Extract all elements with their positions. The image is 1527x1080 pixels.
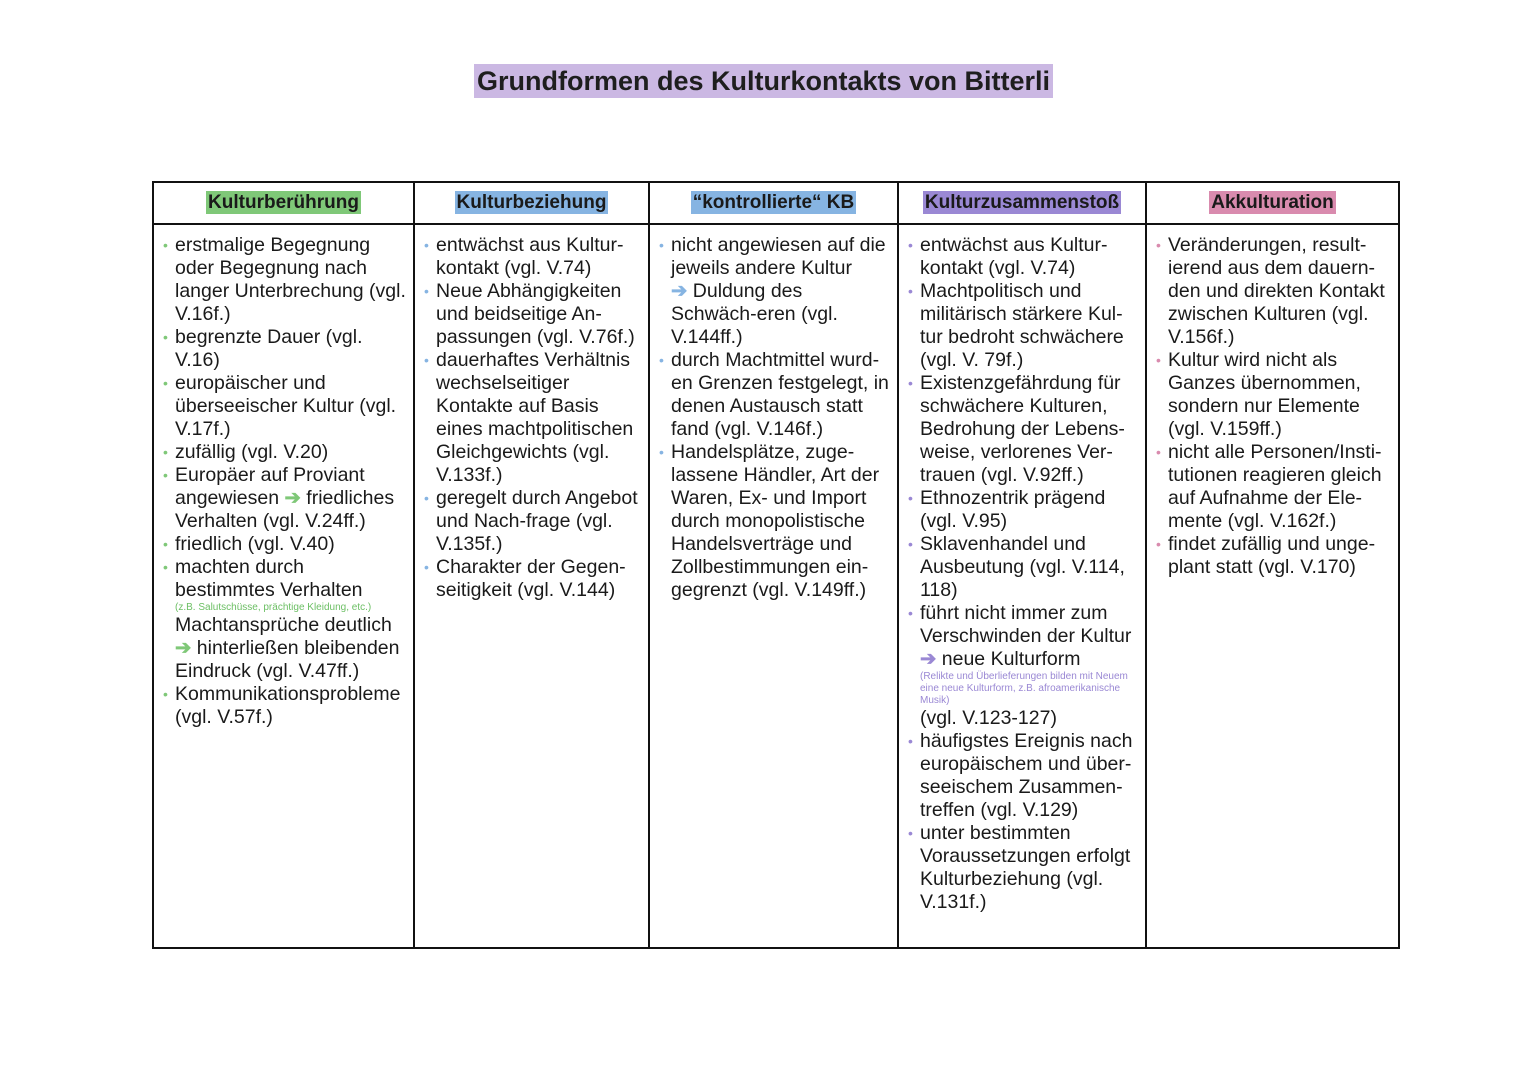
bullet-icon: • [1156,444,1161,460]
header-kulturberuehrung: Kulturberührung [208,192,359,213]
list-item: • durch Machtmittel wurd-en Grenzen festgelegt, in denen Austausch statt fand (vgl. V.146f.) [659,349,889,440]
list-item: • Ethnozentrik prägend (vgl. V.95) [908,487,1106,532]
list-item: • entwächst aus Kultur-kontakt (vgl. V.74) [908,234,1108,279]
list-kulturzusammenstoss [907,234,1139,914]
header-akkulturation: Akkulturation [1211,192,1334,213]
bullet-icon: • [163,444,168,460]
list-item: • friedlich (vgl. V.40) [163,533,335,555]
list-item: • Neue Abhängigkeiten und beidseitige An-passungen (vgl. V.76f.) [424,280,635,348]
list-item: • Kultur wird nicht als Ganzes übernommen, sondern nur Elemente (vgl. V.159ff.) [1156,349,1361,440]
list-item: • Existenzgefährdung für schwächere Kulturen, Bedrohung der Lebens-weise, verlorenes Ver-trauen (vgl. V.92ff.) [908,372,1125,486]
header-cell-kontrollierte-kb [649,182,898,224]
bullet-icon: • [908,536,913,552]
bullet-icon: • [908,283,913,299]
arrow-right-icon: ➔ [175,637,192,659]
list-item: • Sklavenhandel und Ausbeutung (vgl. V.114, 118) [908,533,1125,601]
list-item: • nicht alle Personen/Insti-tutionen reagieren gleich auf Aufnahme der Ele-mente (vgl. V.162f.) [1156,441,1382,532]
bullet-icon: • [1156,237,1161,253]
bullet-icon: • [908,490,913,506]
bullet-icon: • [659,237,664,253]
arrow-right-icon: ➔ [671,280,688,302]
list-item: • Handelsplätze, zuge-lassene Händler, Art der Waren, Ex- und Import durch monopolistische Handelsverträge und Zollbestimmungen ein-gegrenzt (vgl. V.149ff.) [659,441,880,601]
list-item: • Machtpolitisch und militärisch stärkere Kul-tur bedroht schwächere (vgl. V. 79f.) [908,280,1124,371]
list-item: • führt nicht immer zum Verschwinden der Kultur ➔ neue Kulturform (Relikte und Überlieferungen bilden mit Neuem eine neue Kulturform, z.B. afroamerikanische Musik) (vgl. V.123-127) [907,602,1139,730]
bullet-icon: • [424,559,429,575]
bullet-icon: • [1156,352,1161,368]
title-wrap [0,64,1527,98]
list-item: • erstmalige Begegnung oder Begegnung nach langer Unterbrechung (vgl. V.16f.) [163,234,406,325]
list-item: • europäischer und überseeischer Kultur (vgl. V.17f.) [163,372,397,440]
bullet-icon: • [908,825,913,841]
cell-akkulturation [1146,224,1399,948]
bullet-icon: • [424,352,429,368]
list-item: • dauerhaftes Verhältnis wechselseitiger Kontakte auf Basis eines machtpolitischen Gleichgewichts (vgl. V.133f.) [424,349,634,486]
note-text: (z.B. Salutschüsse, prächtige Kleidung, etc.) [175,602,372,613]
list-item: • geregelt durch Angebot und Nach-frage (vgl. V.135f.) [424,487,638,555]
bullet-icon: • [163,329,168,345]
bullet-icon: • [163,536,168,552]
bullet-icon: • [163,237,168,253]
list-item: • Charakter der Gegen-seitigkeit (vgl. V.144) [424,556,626,601]
bullet-icon: • [1156,536,1161,552]
bullet-icon: • [908,733,913,749]
list-kontrollierte-kb [658,234,891,602]
cell-kulturbeziehung [414,224,649,948]
note-text: (Relikte und Überlieferungen bilden mit Neuem eine neue Kulturform, z.B. afroamerikanische Musik) [920,671,1128,706]
page-title: Grundformen des Kulturkontakts von Bitterli [474,64,1053,98]
header-cell-kulturberuehrung [153,182,414,224]
list-item: • Europäer auf Proviant angewiesen ➔ friedliches Verhalten (vgl. V.24ff.) [163,464,395,532]
list-item: • entwächst aus Kultur-kontakt (vgl. V.74) [424,234,624,279]
cell-kontrollierte-kb [649,224,898,948]
list-item: • unter bestimmten Voraussetzungen erfolgt Kulturbeziehung (vgl. V.131f.) [908,822,1131,913]
bullet-icon: • [908,375,913,391]
arrow-right-icon: ➔ [920,648,937,670]
cell-kulturzusammenstoss [898,224,1146,948]
bullet-icon: • [659,444,664,460]
content-row [153,224,1399,948]
comparison-table [152,181,1400,949]
bullet-icon: • [908,237,913,253]
list-item: • zufällig (vgl. V.20) [163,441,329,463]
header-cell-kulturzusammenstoss [898,182,1146,224]
bullet-icon: • [163,467,168,483]
list-kulturbeziehung [423,234,642,602]
arrow-right-icon: ➔ [284,487,301,509]
list-item: • Kommunikationsprobleme (vgl. V.57f.) [163,683,401,728]
list-item: • findet zufällig und unge-plant statt (vgl. V.170) [1156,533,1376,578]
bullet-icon: • [163,559,168,575]
bullet-icon: • [424,283,429,299]
list-item: • nicht angewiesen auf die jeweils andere Kultur ➔ Duldung des Schwäch-eren (vgl. V.144ff.) [659,234,886,348]
bullet-icon: • [908,605,913,621]
list-kulturberuehrung [162,234,407,729]
list-item: • Veränderungen, result-ierend aus dem dauern-den und direkten Kontakt zwischen Kulturen (vgl. V.156f.) [1156,234,1385,348]
list-item: • häufigstes Ereignis nach europäischem und über-seeischem Zusammen-treffen (vgl. V.129) [908,730,1133,821]
header-row [153,182,1399,224]
bullet-icon: • [659,352,664,368]
list-item: • begrenzte Dauer (vgl. V.16) [163,326,363,371]
cell-kulturberuehrung [153,224,414,948]
list-item: • machten durch bestimmtes Verhalten (z.B. Salutschüsse, prächtige Kleidung, etc.) Machtansprüche deutlich ➔ hinterließen bleibenden Eindruck (vgl. V.47ff.) [162,556,407,683]
header-kulturbeziehung: Kulturbeziehung [456,192,607,213]
header-kontrollierte-kb: “kontrollierte“ KB [692,192,855,213]
bullet-icon: • [163,686,168,702]
header-kulturzusammenstoss: Kulturzusammenstoß [924,192,1120,213]
bullet-icon: • [424,490,429,506]
bullet-icon: • [424,237,429,253]
header-cell-kulturbeziehung [414,182,649,224]
list-akkulturation [1155,234,1392,579]
bullet-icon: • [163,375,168,391]
header-cell-akkulturation [1146,182,1399,224]
